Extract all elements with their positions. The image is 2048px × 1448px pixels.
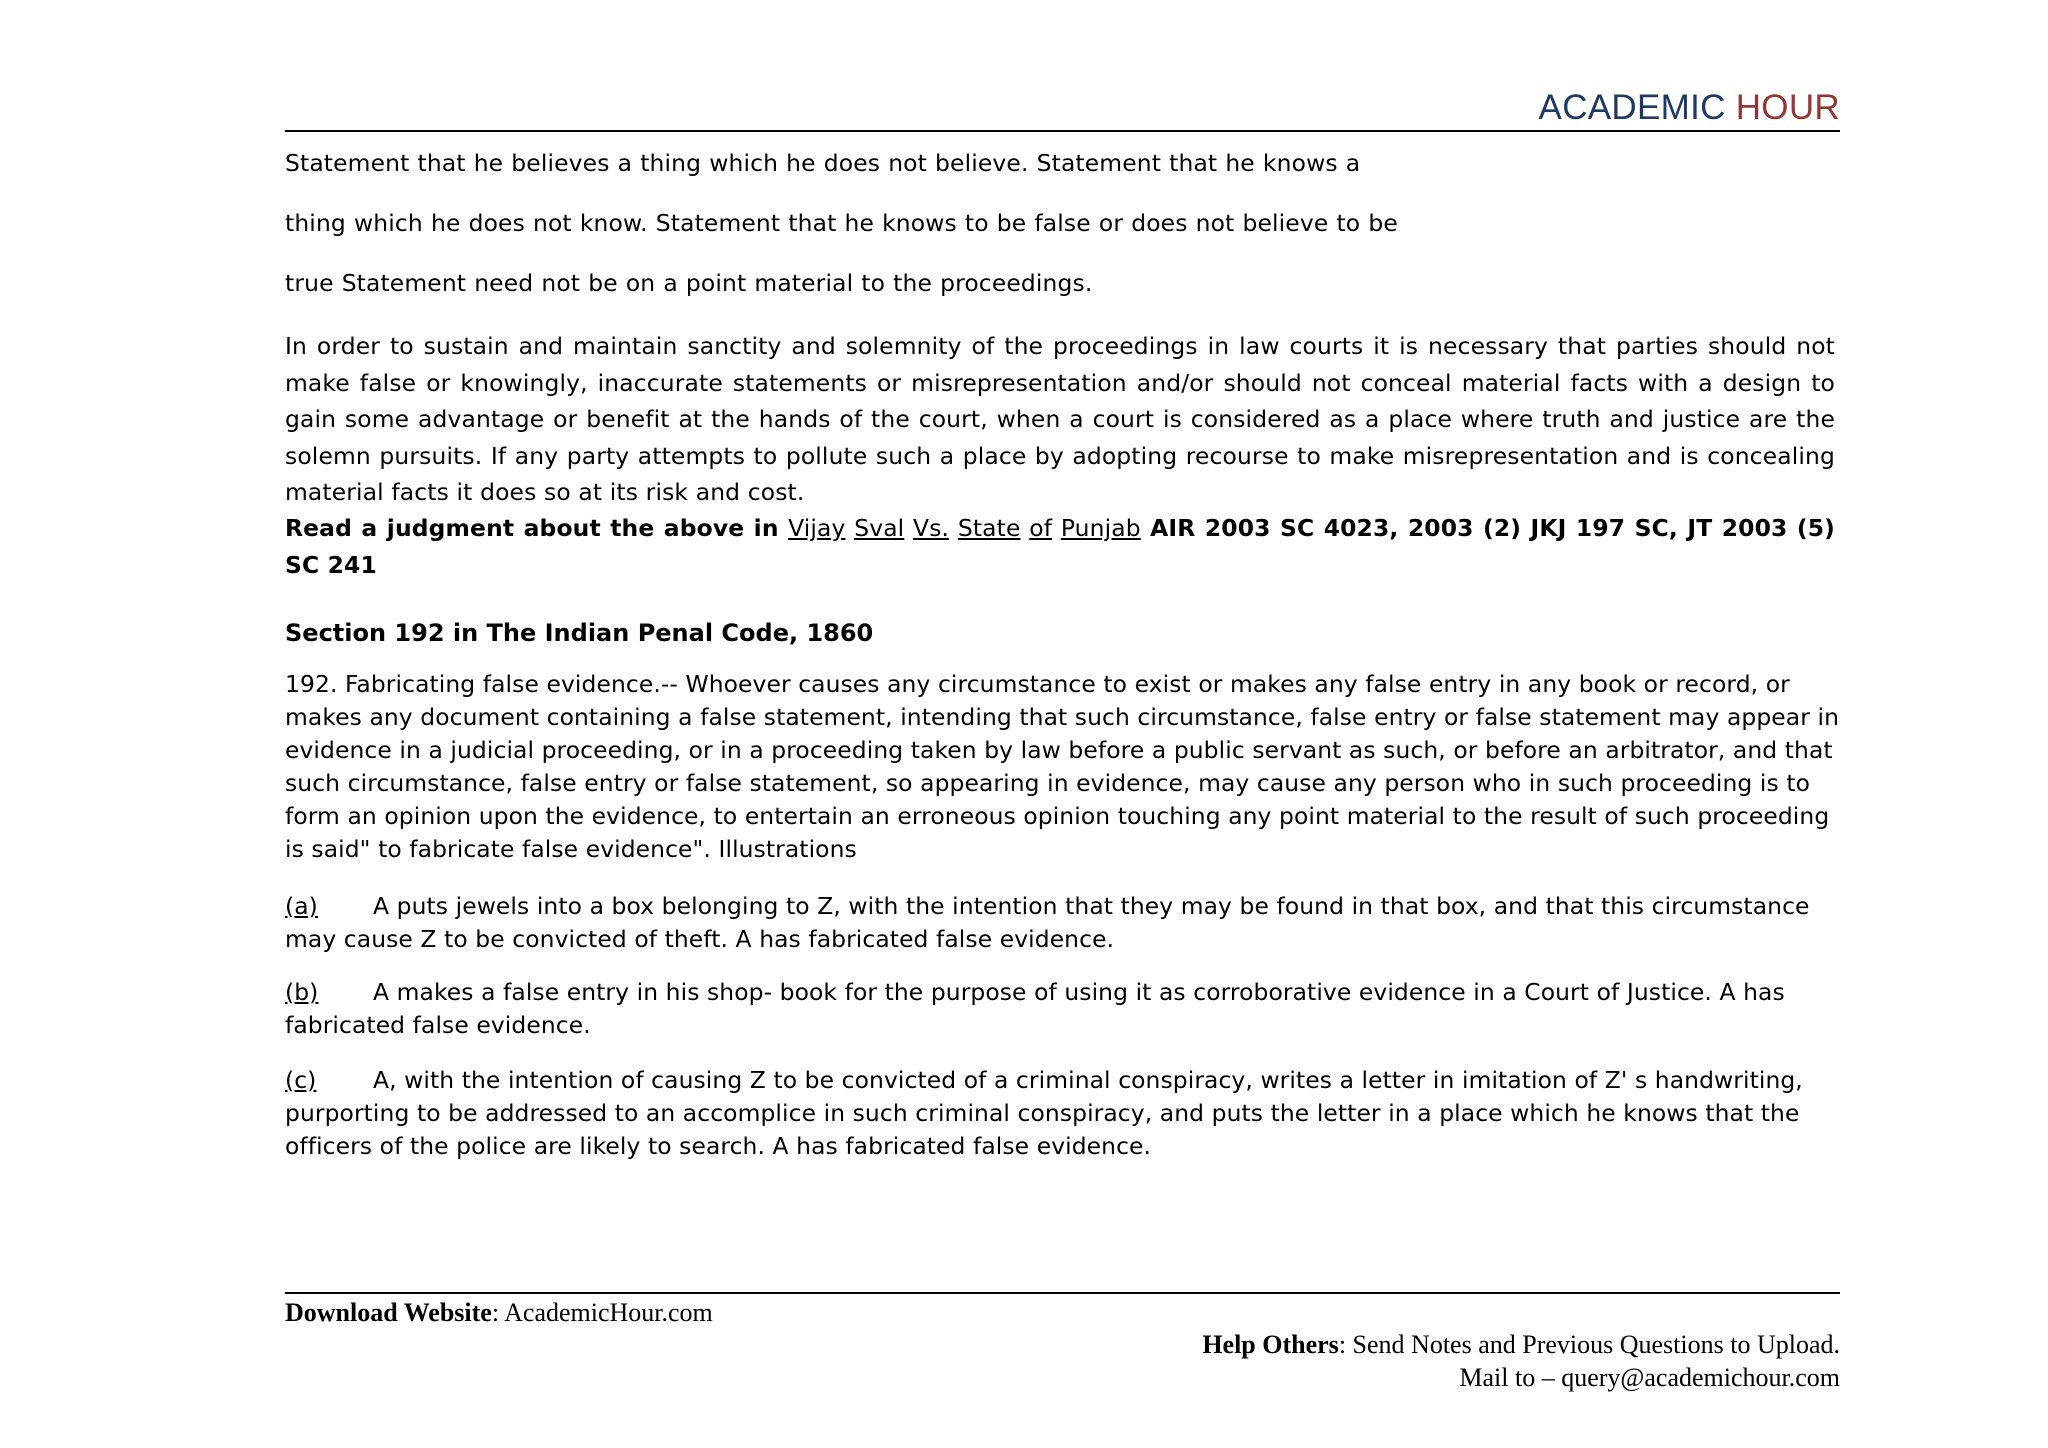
illustration-item [285,890,1840,956]
case-word: Vijay [788,514,846,542]
illustration-text: A puts jewels into a box belonging to Z, with the intention that they may be found in that box, and that this circumstance may cause Z to be convicted of theft. A has fabricated false evidence. [285,892,1810,953]
mail-line: Mail to – query@academichour.com [1459,1363,1840,1392]
document-page [285,0,1840,1448]
illustration-marker: (b) [285,978,319,1006]
illustration-item [285,976,1840,1042]
footer-divider [285,1292,1840,1294]
footer-download [285,1296,713,1329]
intro-line: thing which he does not know. Statement that he knows to be false or does not believe to be [285,209,1398,237]
judgment-reference [285,510,1835,583]
illustration-item [285,1064,1840,1163]
illustration-text: A, with the intention of causing Z to be convicted of a criminal conspiracy, writes a letter in imitation of Z' s handwriting, purporting to be addressed to an accomplice in such criminal conspiracy, and puts the letter in a place which he knows that the officers of the police are likely to search. A has fabricated false evidence. [285,1066,1803,1160]
download-label: Download Website [285,1298,492,1327]
judgment-lead: Read a judgment about the above in [285,514,779,542]
case-word: State [957,514,1021,542]
brand-logo [1539,88,1840,127]
intro-line: true Statement need not be on a point material to the proceedings. [285,269,1093,297]
case-word: of [1029,514,1053,542]
footer-help [1202,1328,1840,1394]
page-header [285,86,1840,132]
section-title: Section 192 in The Indian Penal Code, 1860 [285,619,874,647]
section-192-text: 192. Fabricating false evidence.-- Whoever causes any circumstance to exist or makes any false entry in any book or record, or makes any document containing a false statement, intending that such circumstance, false entry or false statement may appear in evidence in a judicial proceeding, or in a proceeding taken by law before a public servant as such, or before an arbitrator, and that such circumstance, false entry or false statement, so appearing in evidence, may cause any person who in such proceeding is to form an opinion upon the evidence, to entertain an erroneous opinion touching any point material to the result of such proceeding is said" to fabricate false evidence". Illustrations [285,670,1839,863]
sanctity-paragraph: In order to sustain and maintain sanctity and solemnity of the proceedings in law courts it is necessary that parties should not make false or knowingly, inaccurate statements or misrepresentation and/or should not conceal material facts with a design to gain some advantage or benefit at the hands of the court, when a court is considered as a place where truth and justice are the solemn pursuits. If any party attempts to pollute such a place by adopting recourse to make misrepresentation and is concealing material facts it does so at its risk and cost. [285,332,1835,506]
intro-line: Statement that he believes a thing which he does not believe. Statement that he knows a [285,149,1361,177]
illustration-marker: (c) [285,1066,317,1094]
help-line [1202,1328,1840,1361]
illustration-text: A makes a false entry in his shop- book for the purpose of using it as corroborative evidence in a Court of Justice. A has fabricated false evidence. [285,978,1785,1039]
judgment-citation: AIR 2003 SC 4023, 2003 (2) JKJ 197 SC, JT 2003 (5) SC 241 [285,514,1835,579]
help-text: : Send Notes and Previous Questions to Upload. [1338,1330,1840,1359]
help-label: Help Others [1202,1330,1339,1359]
brand-part-hour: HOUR [1735,88,1840,127]
case-word: Sval [854,514,905,542]
case-word: Punjab [1060,514,1141,542]
brand-part-academic: ACADEMIC [1538,88,1726,127]
download-website: : AcademicHour.com [491,1298,713,1327]
illustration-marker: (a) [285,892,318,920]
case-word: Vs. [913,514,950,542]
